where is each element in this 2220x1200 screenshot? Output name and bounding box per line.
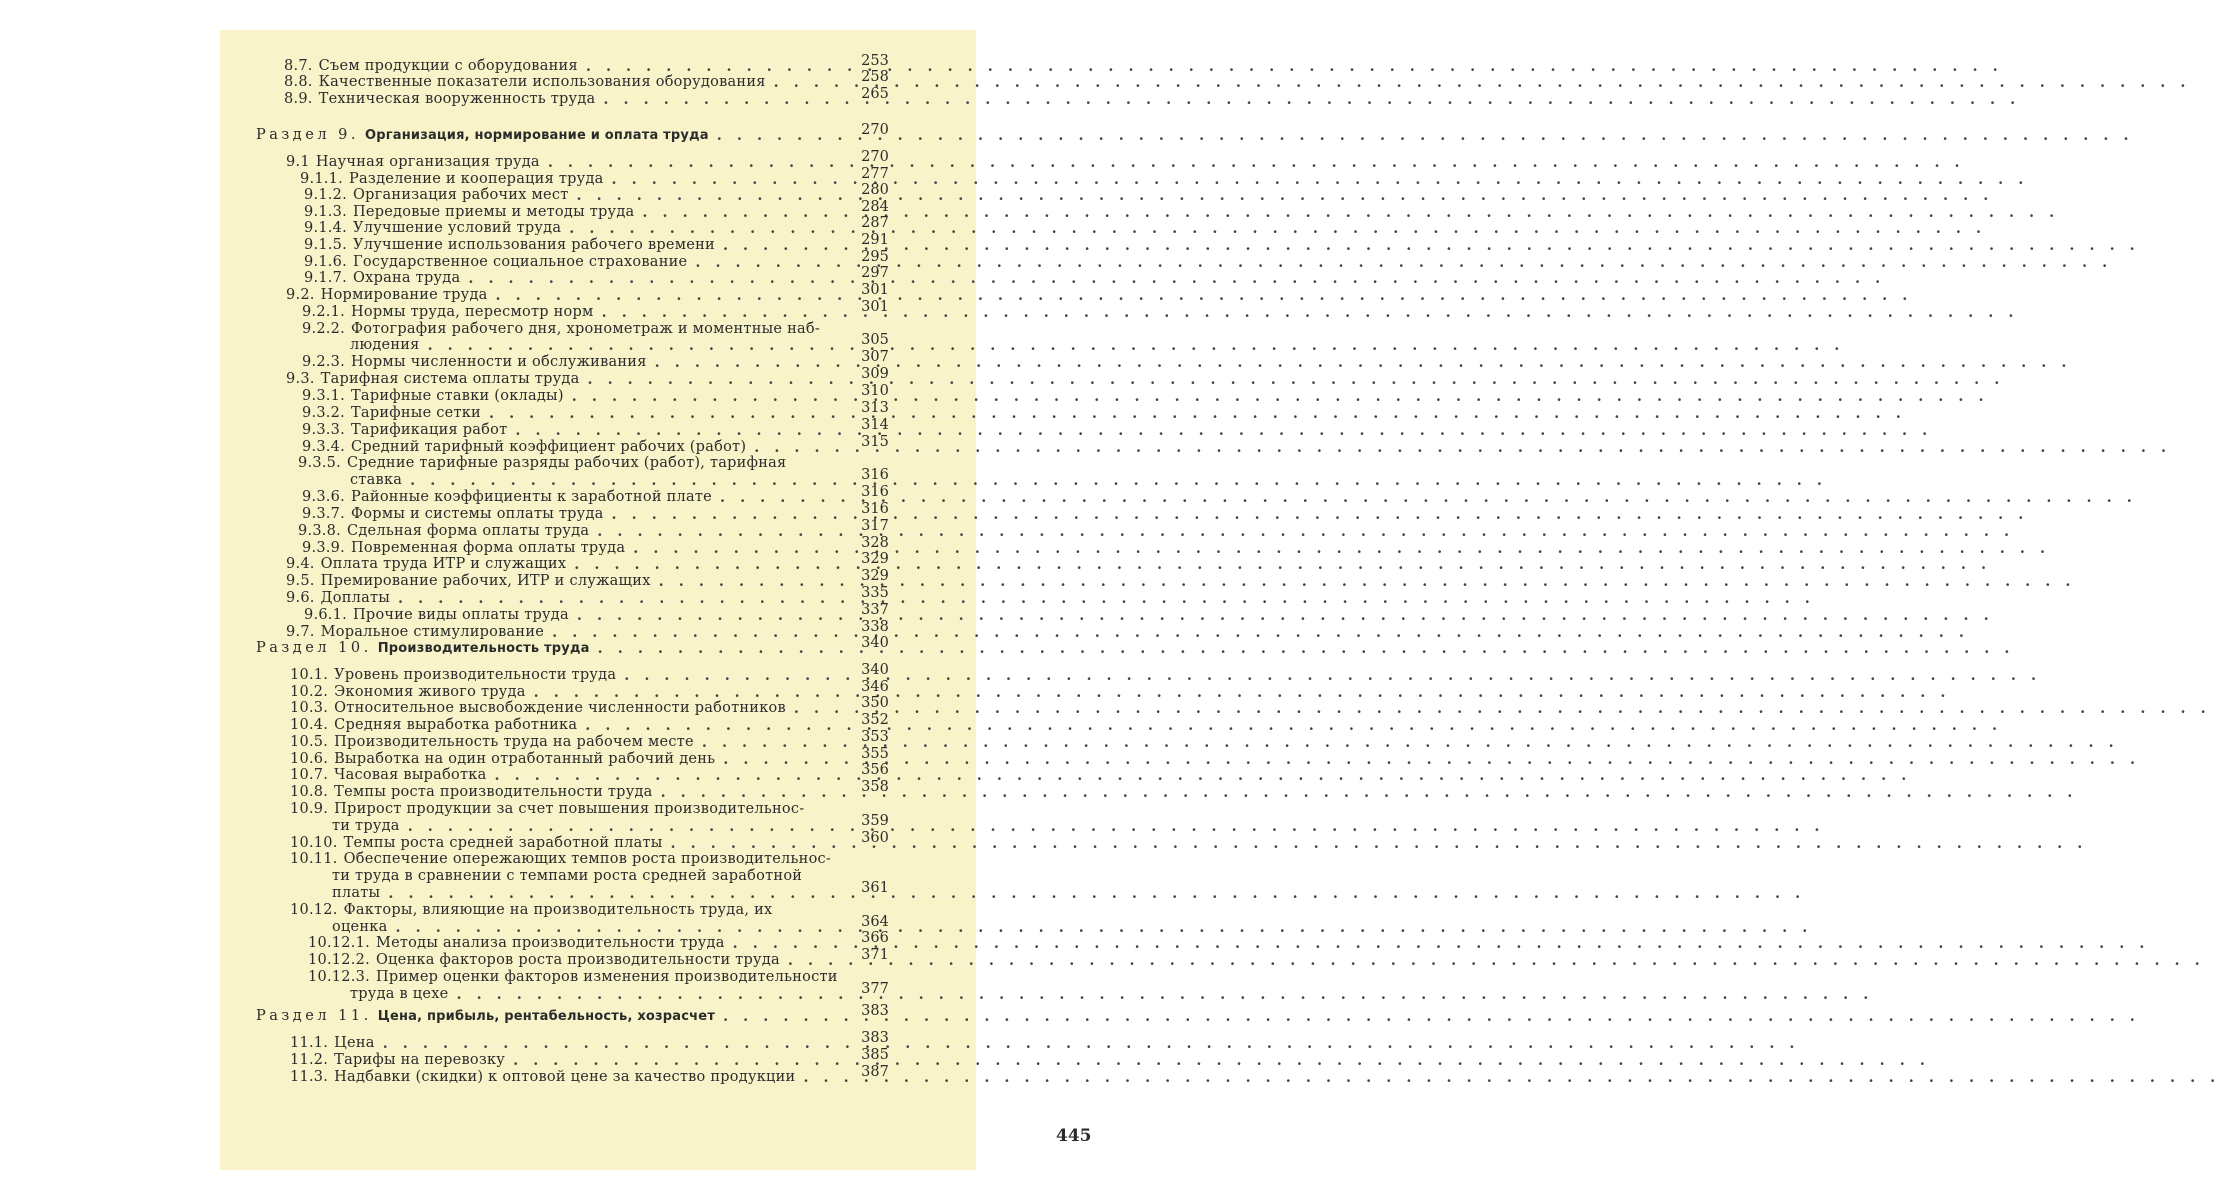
toc-page-number: 313 (861, 400, 889, 416)
toc-entry-title: ставка (350, 472, 403, 488)
toc-page-number: 377 (861, 981, 889, 997)
toc-page-number: 360 (861, 830, 889, 846)
toc-entry-number: 8.9. (284, 91, 313, 107)
toc-entry-title: ти труда (332, 818, 400, 834)
toc-entry-number: 9.2.2. (302, 321, 346, 337)
toc-entry-title: Темпы роста производительности труда (334, 784, 653, 800)
toc-entry-number: 9.1.2. (304, 187, 348, 203)
toc-entry-number: 9.5. (286, 573, 315, 589)
toc-leader-dots (709, 127, 828, 144)
toc-entry-number: 9.3. (286, 371, 315, 387)
toc-entry-number: 9.3.8. (298, 523, 342, 539)
toc-entry-number: 10.12. (290, 902, 338, 918)
toc-entry-number: 9.1.3. (304, 204, 348, 220)
toc-entry (290, 851, 832, 868)
toc-page-number: 297 (861, 265, 889, 281)
toc-entry-title: Сдельная форма оплаты труда (347, 523, 590, 539)
toc-entry (284, 91, 828, 108)
toc-entry-number: 9.3.6. (302, 489, 346, 505)
toc-leader-dots (725, 935, 828, 952)
toc-leader-dots (577, 717, 828, 734)
toc-page-number: 270 (861, 122, 889, 138)
toc-page-number: 340 (861, 662, 889, 678)
toc-entry-title: Уровень производительности труда (334, 667, 617, 683)
toc-entry-title: Темпы роста средней заработной платы (343, 835, 663, 851)
toc-leader-dots (715, 751, 828, 768)
toc-page-number: 253 (861, 53, 889, 69)
toc-leader-dots (507, 422, 828, 439)
toc-entry-title: Техническая вооруженность труда (318, 91, 596, 107)
toc-leader-dots (595, 91, 828, 108)
toc-entry (302, 439, 828, 456)
toc-entry-title: Прочие виды оплаты труда (353, 607, 569, 623)
toc-entry-title: ти труда в сравнении с темпами роста средней заработной (332, 868, 803, 884)
toc-leader-dots (715, 237, 828, 254)
toc-leader-dots (568, 187, 828, 204)
toc-entry-number: 9.3.3. (302, 422, 346, 438)
toc-entry-number: 10.12.1. (308, 935, 370, 951)
toc-page-number: 329 (861, 551, 889, 567)
toc-page-number: 387 (861, 1064, 889, 1080)
toc-entry (286, 287, 828, 304)
toc-entry (304, 220, 828, 237)
toc-section-heading (256, 640, 828, 657)
toc-entry (302, 506, 828, 523)
toc-entry (286, 556, 828, 573)
toc-page-number: 284 (861, 199, 889, 215)
toc-leader-dots (526, 684, 828, 701)
toc-page-number: 340 (861, 635, 889, 651)
toc-entry-number: 9.3.2. (302, 405, 346, 421)
toc-leader-dots (604, 171, 828, 188)
toc-entry-title: Доплаты (320, 590, 391, 606)
toc-entry (290, 717, 828, 734)
toc-entry (304, 187, 828, 204)
toc-leader-dots (746, 439, 828, 456)
toc-leader-dots (569, 607, 828, 624)
toc-entry-title: Часовая выработка (334, 767, 487, 783)
toc-entry-number: 10.2. (290, 684, 329, 700)
toc-entry-number: 10.3. (290, 700, 329, 716)
toc-page-number: 265 (861, 86, 889, 102)
toc-entry-number: 10.7. (290, 767, 329, 783)
toc-section-heading (256, 127, 828, 144)
toc-entry-number: 10.8. (290, 784, 329, 800)
toc-entry-number: 10.12.2. (308, 952, 370, 968)
toc-entry (304, 270, 828, 287)
toc-entry-number: 10.5. (290, 734, 329, 750)
toc-entry-title: Нормирование труда (320, 287, 488, 303)
toc-leader-dots (604, 506, 828, 523)
toc-entry (284, 58, 828, 75)
toc-entry-title: Средний тарифный коэффициент рабочих (работ) (351, 439, 747, 455)
toc-leader-dots (653, 784, 828, 801)
toc-page-number: 309 (861, 366, 889, 382)
toc-entry (286, 590, 828, 607)
toc-leader-dots (460, 270, 828, 287)
toc-entry (290, 751, 828, 768)
toc-entry (350, 337, 828, 354)
toc-page-number: 338 (861, 619, 889, 635)
toc-leader-dots (375, 1035, 828, 1052)
toc-page-number: 383 (861, 1003, 889, 1019)
toc-entry-title: Тарифные ставки (оклады) (351, 388, 564, 404)
toc-entry-title: Цена (334, 1035, 375, 1051)
toc-entry-number: Раздел 10. (256, 640, 372, 656)
toc-entry-number: 9.4. (286, 556, 315, 572)
toc-entry-title: Улучшение использования рабочего времени (353, 237, 715, 253)
toc-entry (284, 74, 828, 91)
toc-leader-dots (687, 254, 828, 271)
toc-page-number: 328 (861, 535, 889, 551)
toc-page-number: 329 (861, 568, 889, 584)
toc-entry-number: 9.3.1. (302, 388, 346, 404)
toc-entry-title: Обеспечение опережающих темпов роста производительнос- (343, 851, 832, 867)
toc-page-number: 307 (861, 349, 889, 365)
toc-entry-title: Прирост продукции за счет повышения производительнос- (334, 801, 805, 817)
toc-entry (290, 667, 828, 684)
toc-entry-number: 9.1.1. (300, 171, 344, 187)
toc-leader-dots (481, 405, 828, 422)
toc-entry-number: 8.7. (284, 58, 313, 74)
toc-entry (302, 422, 828, 439)
toc-entry (308, 935, 828, 952)
toc-page-number: 270 (861, 149, 889, 165)
toc-entry-title: Научная организация труда (315, 154, 540, 170)
toc-entry (308, 952, 828, 969)
toc-entry-number: 8.8. (284, 74, 313, 90)
toc-leader-dots (579, 371, 828, 388)
toc-entry-title: Фотография рабочего дня, хронометраж и моментные наб- (351, 321, 821, 337)
toc-leader-dots (712, 489, 828, 506)
toc-entry (298, 523, 828, 540)
toc-entry-number: 10.12.3. (308, 969, 370, 985)
book-page (220, 30, 1092, 1170)
toc-entry-title: Моральное стимулирование (320, 624, 545, 640)
toc-page-number: 355 (861, 746, 889, 762)
toc-entry (304, 254, 828, 271)
toc-leader-dots (578, 58, 828, 75)
toc-leader-dots (544, 624, 828, 641)
page-number: 445 (1056, 1126, 1092, 1146)
toc-leader-dots (766, 74, 828, 91)
toc-entry (290, 1052, 828, 1069)
toc-entry-number: 9.2.1. (302, 304, 346, 320)
toc-entry-title: оценка (332, 919, 388, 935)
toc-leader-dots (488, 287, 828, 304)
toc-page-number: 316 (861, 501, 889, 517)
toc-leader-dots (566, 556, 828, 573)
toc-page-number: 287 (861, 215, 889, 231)
toc-page-number: 337 (861, 602, 889, 618)
toc-entry (286, 154, 828, 171)
toc-entry-number: 9.1 (286, 154, 310, 170)
toc-entry (290, 902, 828, 919)
toc-entry-number: 10.11. (290, 851, 338, 867)
toc-entry (300, 171, 828, 188)
toc-entry (290, 684, 828, 701)
toc-page-number: 385 (861, 1047, 889, 1063)
toc-entry-title: Производительность труда (377, 641, 590, 656)
toc-leader-dots (380, 885, 828, 902)
toc-entry-title: Районные коэффициенты к заработной плате (351, 489, 712, 505)
toc-page-number: 353 (861, 729, 889, 745)
toc-page-number: 361 (861, 880, 889, 896)
toc-page-number: 358 (861, 779, 889, 795)
toc-entry-title: Оценка факторов роста производительности труда (375, 952, 780, 968)
toc-leader-dots (786, 700, 828, 717)
toc-entry-title: Тарифы на перевозку (334, 1052, 506, 1068)
toc-leader-dots (694, 734, 828, 751)
toc-entry-title: Пример оценки факторов изменения производительности (375, 969, 838, 985)
toc-entry (302, 321, 828, 338)
toc-entry-title: Средняя выработка работника (334, 717, 578, 733)
toc-entry-number: 10.1. (290, 667, 329, 683)
toc-entry-number: 11.2. (290, 1052, 329, 1068)
toc-entry-title: Организация, нормирование и оплата труда (364, 128, 709, 143)
toc-page-number: 258 (861, 69, 889, 85)
toc-leader-dots (795, 1069, 828, 1086)
toc-entry-number: 9.1.4. (304, 220, 348, 236)
toc-entry (302, 388, 828, 405)
toc-leader-dots (647, 354, 828, 371)
toc-entry (350, 472, 828, 489)
toc-section-heading (256, 1008, 828, 1025)
toc-leader-dots (420, 337, 828, 354)
toc-entry-title: Государственное социальное страхование (353, 254, 688, 270)
toc-leader-dots (715, 1008, 828, 1025)
toc-entry-title: Цена, прибыль, рентабельность, хозрасчет (377, 1009, 716, 1024)
toc-entry-title: Качественные показатели использования оборудования (318, 74, 766, 90)
toc-entry-title: Тарифная система оплаты труда (320, 371, 580, 387)
toc-page-number: 277 (861, 166, 889, 182)
toc-leader-dots (402, 472, 828, 489)
toc-leader-dots (594, 304, 828, 321)
toc-entry-title: Нормы численности и обслуживания (351, 354, 647, 370)
toc-entry-title: людения (350, 337, 420, 353)
toc-entry (332, 885, 828, 902)
toc-page-number: 317 (861, 518, 889, 534)
toc-leader-dots (663, 835, 828, 852)
toc-entry-title: Формы и системы оплаты труда (351, 506, 604, 522)
toc-page-number: 366 (861, 930, 889, 946)
toc-entry-title: Надбавки (скидки) к оптовой цене за качество продукции (334, 1069, 796, 1085)
toc-entry-number: 11.3. (290, 1069, 329, 1085)
toc-entry-title: труда в цехе (350, 986, 449, 1002)
toc-entry-number: 9.6.1. (304, 607, 348, 623)
toc-entry (290, 700, 828, 717)
toc-entry-number: 10.10. (290, 835, 338, 851)
toc-leader-dots (505, 1052, 828, 1069)
toc-entry (302, 304, 828, 321)
toc-leader-dots (540, 154, 828, 171)
toc-entry (290, 835, 828, 852)
toc-entry-title: Тарифные сетки (351, 405, 481, 421)
toc-entry-title: Организация рабочих мест (353, 187, 569, 203)
toc-page-number: 383 (861, 1030, 889, 1046)
toc-entry-title: Передовые приемы и методы труда (353, 204, 635, 220)
toc-entry-number: 9.3.4. (302, 439, 346, 455)
toc-entry (350, 986, 828, 1003)
toc-entry-number: 9.3.5. (298, 455, 342, 471)
toc-entry-number: 10.6. (290, 751, 329, 767)
toc-page-number: 346 (861, 679, 889, 695)
toc-entry (332, 818, 828, 835)
toc-entry-title: Средние тарифные разряды рабочих (работ), тарифная (347, 455, 787, 471)
toc-entry-number: Раздел 9. (256, 127, 359, 143)
toc-entry (286, 624, 828, 641)
toc-leader-dots (400, 818, 828, 835)
toc-entry-title: платы (332, 885, 381, 901)
toc-entry-title: Выработка на один отработанный рабочий день (334, 751, 716, 767)
toc-entry-number: 9.3.9. (302, 540, 346, 556)
toc-entry (308, 969, 838, 986)
toc-page-number: 295 (861, 249, 889, 265)
toc-entry-number: 9.1.5. (304, 237, 348, 253)
toc-entry (332, 868, 828, 885)
toc-page-number: 301 (861, 282, 889, 298)
toc-entry (286, 371, 828, 388)
toc-entry (302, 405, 828, 422)
toc-page-number: 316 (861, 467, 889, 483)
toc-entry-title: Относительное высвобождение численности работников (334, 700, 786, 716)
toc-leader-dots (388, 919, 828, 936)
toc-page-number: 335 (861, 585, 889, 601)
toc-entry-title: Разделение и кооперация труда (349, 171, 604, 187)
toc-entry-number: 9.7. (286, 624, 315, 640)
toc-page-number: 310 (861, 383, 889, 399)
toc-entry (286, 573, 828, 590)
toc-entry-number: 9.6. (286, 590, 315, 606)
toc-entry (304, 607, 828, 624)
toc-page-number: 356 (861, 762, 889, 778)
toc-leader-dots (616, 667, 828, 684)
toc-page-number: 364 (861, 914, 889, 930)
toc-entry-title: Нормы труда, пересмотр норм (351, 304, 594, 320)
toc-entry-title: Производительность труда на рабочем месте (334, 734, 694, 750)
toc-entry-title: Премирование рабочих, ИТР и служащих (320, 573, 651, 589)
toc-entry-title: Улучшение условий труда (353, 220, 562, 236)
toc-entry (290, 734, 828, 751)
toc-page-number: 315 (861, 434, 889, 450)
toc-leader-dots (564, 388, 828, 405)
toc-entry-number: Раздел 11. (256, 1008, 372, 1024)
toc-page-number: 350 (861, 695, 889, 711)
toc-entry (304, 237, 828, 254)
toc-page-number: 352 (861, 712, 889, 728)
toc-entry-number: 9.1.7. (304, 270, 348, 286)
toc-entry-title: Факторы, влияющие на производительность труда, их (343, 902, 773, 918)
toc-entry (298, 455, 828, 472)
toc-leader-dots (590, 640, 828, 657)
toc-entry (290, 784, 828, 801)
toc-entry-number: 10.9. (290, 801, 329, 817)
toc-page-number: 316 (861, 484, 889, 500)
toc-leader-dots (390, 590, 828, 607)
toc-entry-title: Методы анализа производительности труда (375, 935, 725, 951)
toc-page-number: 359 (861, 813, 889, 829)
toc-entry (290, 767, 828, 784)
toc-page-number: 291 (861, 232, 889, 248)
toc-entry-number: 9.1.6. (304, 254, 348, 270)
toc-leader-dots (589, 523, 828, 540)
toc-page-number: 305 (861, 332, 889, 348)
toc-entry-number: 9.2. (286, 287, 315, 303)
toc-page-number: 280 (861, 182, 889, 198)
toc-leader-dots (625, 540, 828, 557)
toc-leader-dots (634, 204, 828, 221)
toc-entry-title: Тарификация работ (351, 422, 508, 438)
toc-entry-title: Экономия живого труда (334, 684, 526, 700)
toc-entry (304, 204, 828, 221)
toc-leader-dots (780, 952, 828, 969)
toc-entry-title: Съем продукции с оборудования (318, 58, 578, 74)
toc-leader-dots (561, 220, 828, 237)
toc-entry-number: 9.2.3. (302, 354, 346, 370)
toc-leader-dots (487, 767, 829, 784)
table-of-contents (220, 30, 976, 1170)
toc-entry (302, 354, 828, 371)
toc-entry (302, 540, 828, 557)
toc-page-number: 314 (861, 417, 889, 433)
toc-entry-title: Охрана труда (353, 270, 461, 286)
toc-leader-dots (651, 573, 828, 590)
toc-entry (290, 1069, 828, 1086)
toc-entry-number: 9.3.7. (302, 506, 346, 522)
toc-page-number: 301 (861, 299, 889, 315)
toc-entry (332, 919, 828, 936)
toc-entry (290, 1035, 828, 1052)
toc-entry (290, 801, 828, 818)
toc-page-number: 371 (861, 947, 889, 963)
toc-entry-title: Повременная форма оплаты труда (351, 540, 626, 556)
toc-entry-title: Оплата труда ИТР и служащих (320, 556, 567, 572)
toc-entry (302, 489, 828, 506)
toc-entry-number: 10.4. (290, 717, 329, 733)
toc-entry-number: 11.1. (290, 1035, 329, 1051)
toc-leader-dots (448, 986, 828, 1003)
